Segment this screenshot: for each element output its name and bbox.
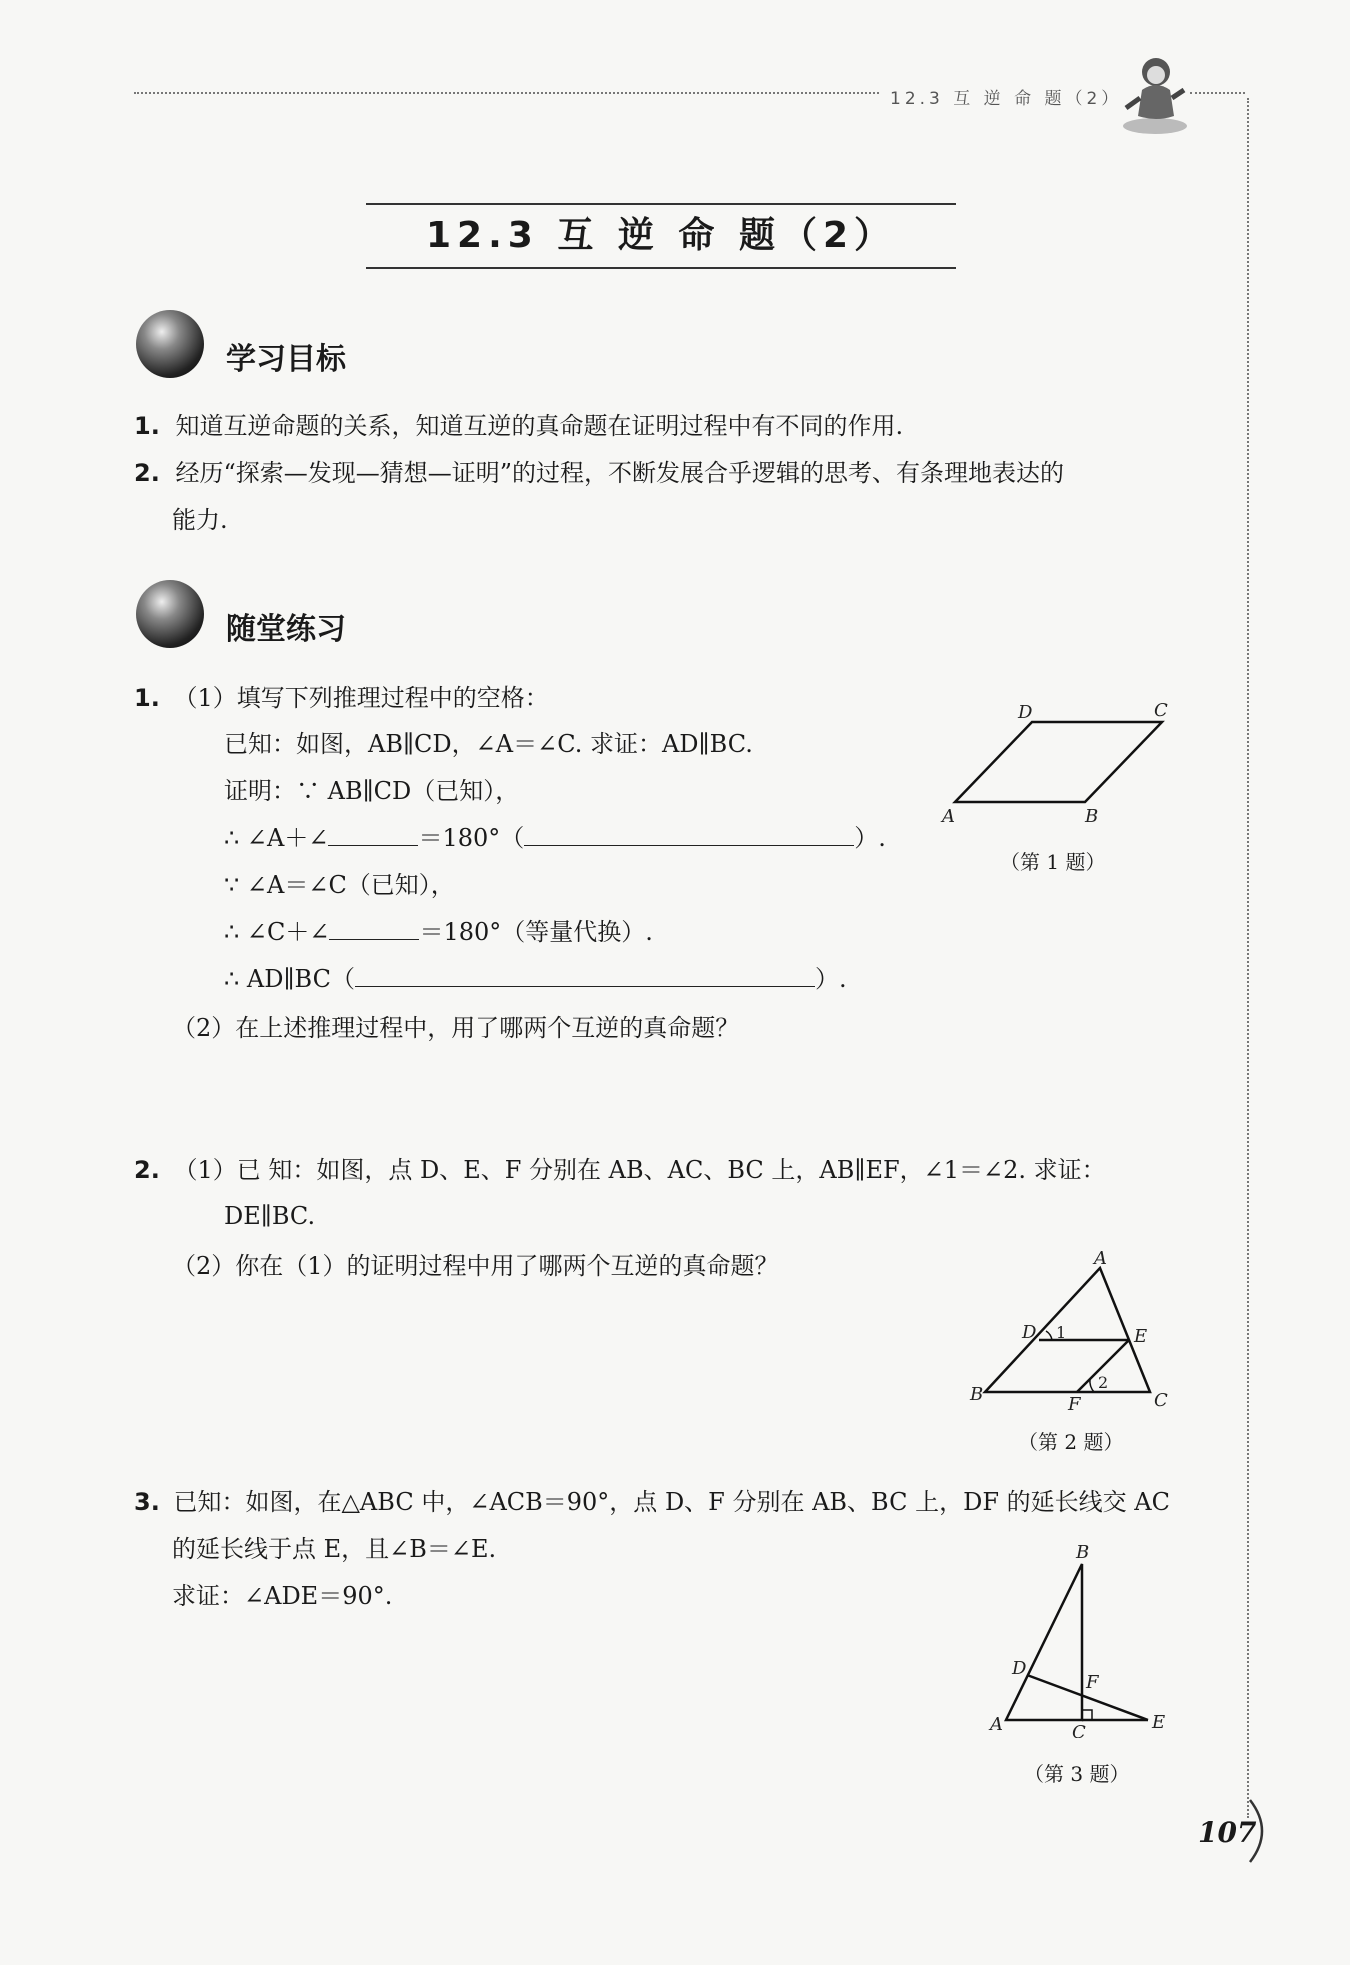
lesson-title-box bbox=[366, 203, 956, 269]
mascot-icon bbox=[1120, 50, 1190, 136]
q2-p1-text: （1）已 知：如图，点 D、E、F 分别在 AB、AC、BC 上，AB∥EF，∠1＝∠2. 求证： bbox=[173, 1156, 1106, 1184]
label-B: B bbox=[970, 1384, 984, 1405]
label-F: F bbox=[1086, 1672, 1099, 1693]
proof-text: ＝180°（等量代换）. bbox=[419, 918, 653, 946]
q1-figure-parallelogram bbox=[940, 700, 1180, 830]
section-ball-icon bbox=[136, 580, 204, 648]
q3-caption: （第 3 题） bbox=[1024, 1762, 1130, 1786]
page-number-bracket bbox=[1248, 1796, 1278, 1866]
goal-item-2 bbox=[134, 457, 1064, 489]
q3-text: 已知：如图，在△ABC 中，∠ACB＝90°，点 D、F 分别在 AB、BC 上，DF 的延长线交 AC bbox=[173, 1488, 1170, 1516]
label-A: A bbox=[942, 806, 955, 827]
q1-p1-text: （1）填写下列推理过程中的空格： bbox=[173, 684, 549, 712]
q1-caption: （第 1 题） bbox=[1000, 850, 1106, 874]
q3-line-1 bbox=[134, 1486, 1170, 1518]
item-number: 1. bbox=[134, 684, 160, 712]
q3-line-2: 的延长线于点 E，且∠B＝∠E. bbox=[172, 1535, 497, 1563]
label-B: B bbox=[1085, 806, 1099, 827]
item-number: 1. bbox=[134, 412, 160, 440]
item-number: 2. bbox=[134, 459, 160, 487]
q2-part1-cont: DE∥BC. bbox=[224, 1202, 316, 1230]
q2-part2: （2）你在（1）的证明过程中用了哪两个互逆的真命题？ bbox=[172, 1252, 779, 1280]
label-C: C bbox=[1154, 1390, 1168, 1411]
q1-proof-line-2 bbox=[224, 822, 886, 854]
header-dotted-rule bbox=[134, 92, 879, 94]
section-ball-icon bbox=[136, 310, 204, 378]
header-dotted-rule-right bbox=[1190, 92, 1245, 94]
page-edge-dotted-rule bbox=[1247, 98, 1249, 1818]
proof-text: ）. bbox=[854, 824, 886, 852]
label-D: D bbox=[1012, 1658, 1027, 1679]
item-number: 3. bbox=[134, 1488, 160, 1516]
goal-item-2-cont: 能力. bbox=[172, 506, 228, 534]
answer-blank[interactable] bbox=[524, 823, 854, 846]
q2-figure-triangle bbox=[960, 1250, 1180, 1420]
answer-blank[interactable] bbox=[328, 823, 418, 846]
label-A: A bbox=[1094, 1250, 1107, 1269]
q2-part1 bbox=[134, 1154, 1106, 1186]
q2-caption: （第 2 题） bbox=[1018, 1430, 1124, 1454]
q1-proof-line-4 bbox=[224, 916, 653, 948]
q1-part2: （2）在上述推理过程中，用了哪两个互逆的真命题？ bbox=[172, 1014, 740, 1042]
angle-1-label: 1 bbox=[1056, 1323, 1067, 1342]
proof-text: ∴ ∠C＋∠ bbox=[224, 918, 330, 946]
proof-text: ∴ AD∥BC（ bbox=[224, 965, 356, 993]
label-C: C bbox=[1154, 700, 1168, 721]
proof-text: ＝180°（ bbox=[418, 824, 525, 852]
q1-proof-line-1: 证明：∵ AB∥CD（已知）， bbox=[224, 777, 520, 805]
label-B: B bbox=[1076, 1542, 1090, 1563]
proof-text: ∴ ∠A＋∠ bbox=[224, 824, 329, 852]
answer-blank[interactable] bbox=[355, 964, 815, 987]
running-header: 12.3 互 逆 命 题（2） bbox=[890, 89, 1123, 109]
section-heading-goals: 学习目标 bbox=[226, 342, 346, 377]
item-text: 经历“探索—发现—猜想—证明”的过程，不断发展合乎逻辑的思考、有条理地表达的 bbox=[175, 459, 1065, 487]
proof-text: ）. bbox=[815, 965, 847, 993]
item-number: 2. bbox=[134, 1156, 160, 1184]
item-text: 知道互逆命题的关系，知道互逆的真命题在证明过程中有不同的作用. bbox=[175, 412, 904, 440]
q1-proof-line-5 bbox=[224, 963, 847, 995]
q3-figure-right-triangle bbox=[980, 1538, 1180, 1738]
label-A: A bbox=[990, 1714, 1003, 1735]
goal-item-1 bbox=[134, 410, 903, 442]
page-number: 107 bbox=[1198, 1816, 1257, 1849]
label-E: E bbox=[1152, 1712, 1166, 1733]
label-D: D bbox=[1018, 702, 1033, 723]
label-D: D bbox=[1022, 1322, 1037, 1343]
answer-blank[interactable] bbox=[329, 917, 419, 940]
angle-2-label: 2 bbox=[1098, 1373, 1109, 1392]
label-C: C bbox=[1072, 1722, 1086, 1738]
section-heading-practice: 随堂练习 bbox=[226, 612, 346, 647]
label-E: E bbox=[1134, 1326, 1148, 1347]
q1-given: 已知：如图，AB∥CD，∠A＝∠C. 求证：AD∥BC. bbox=[224, 730, 753, 758]
q1-part1 bbox=[134, 682, 549, 714]
q1-proof-line-3: ∵ ∠A＝∠C（已知）， bbox=[224, 871, 455, 899]
lesson-title: 12.3 互 逆 命 题（2） bbox=[425, 215, 896, 256]
q3-line-3: 求证：∠ADE＝90°. bbox=[172, 1582, 393, 1610]
label-F: F bbox=[1068, 1394, 1081, 1415]
